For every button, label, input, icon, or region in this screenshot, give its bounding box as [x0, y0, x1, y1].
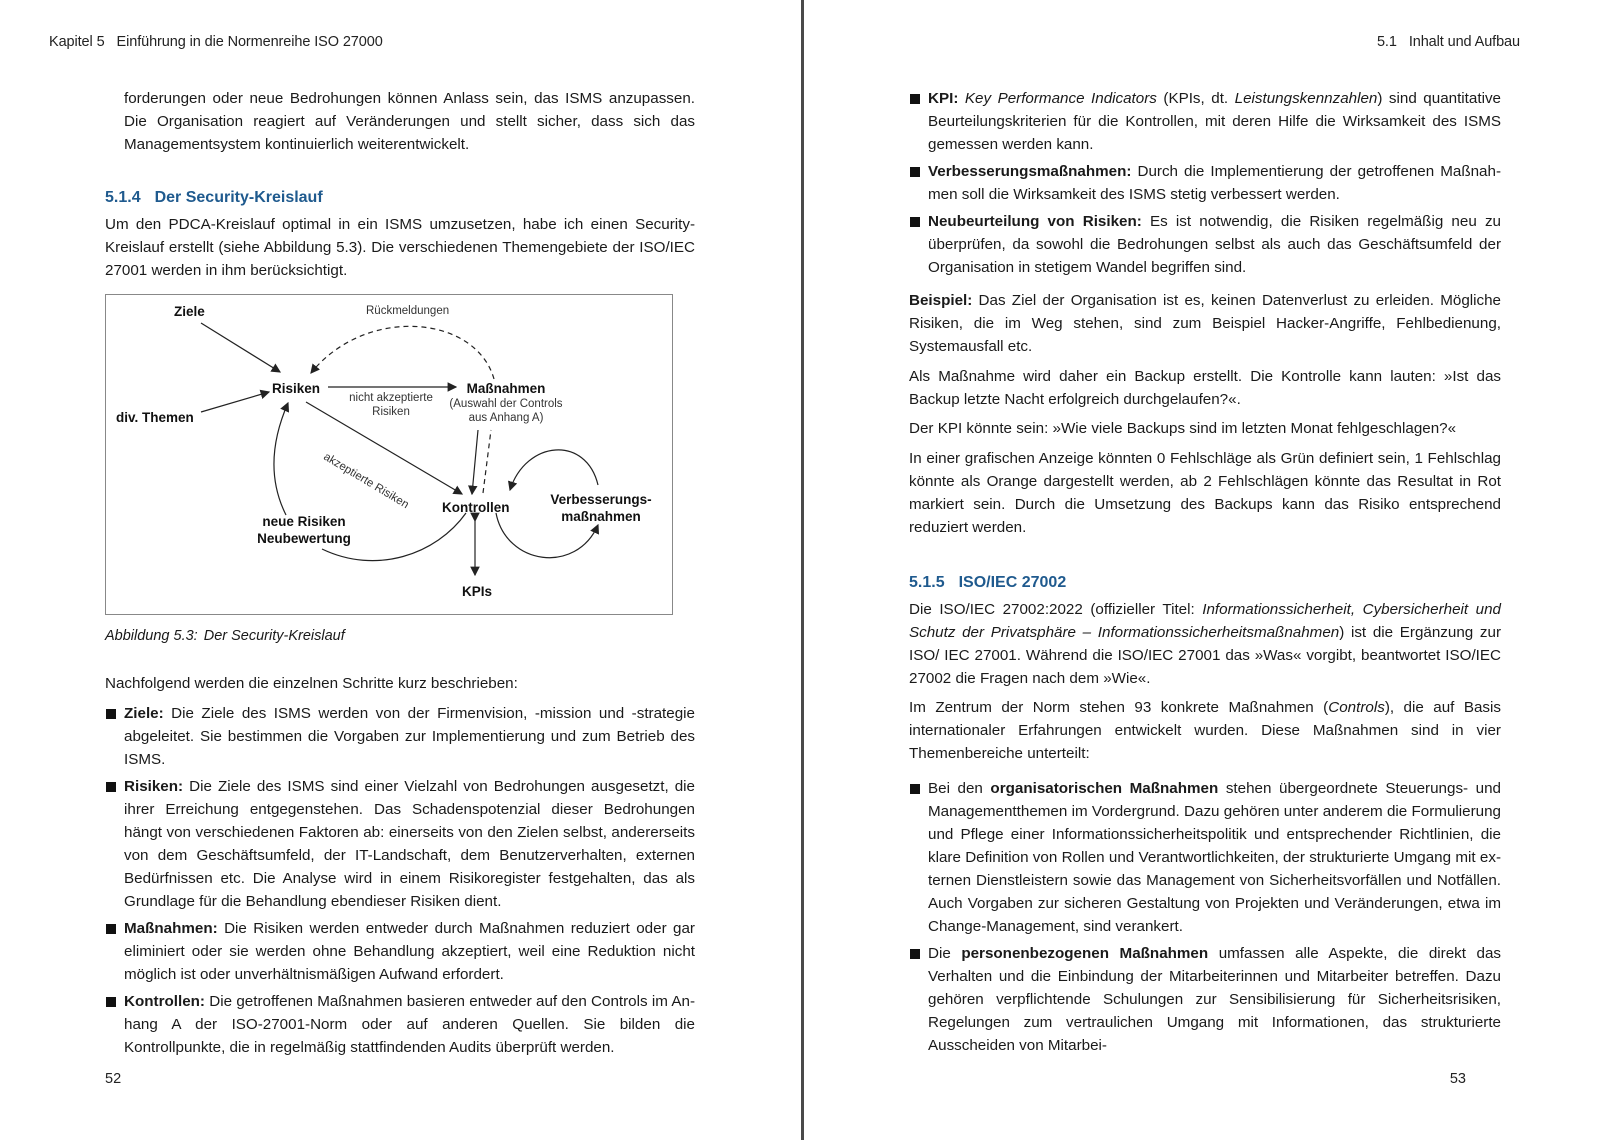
iso27002-paragraph-1: Die ISO/IEC 27002:2022 (offizieller Titel: Informationssicherheit, Cybersicherheit und Schutz der Privatsphäre – Informationssicherheitsmaßnahmen) ist die Ergänzung zur ISO/ IEC 27001. Während die ISO/IEC 27001 das »Was« vorgibt, beantwortet ISO/IEC 27002 die Fragen nach dem »Wie«. [909, 600, 1502, 687]
square-bullet-icon [106, 782, 116, 792]
square-bullet-icon [910, 784, 920, 794]
list-item: Verbesserungsmaßnahmen: Durch die Implementierung der getroffenen Maßnahmen soll die Wirksamkeit des ISMS stetig verbessert werden. [909, 160, 1501, 206]
right-body [909, 87, 1501, 1061]
list-item: Die personenbezogenen Maßnahmen umfassen alle Aspekte, die direkt das Verhalten und die Einbindung der Mitarbeiterinnen und Mitarbeiter betreffen. Dazu gehören verpflichtende Schulungen zur Sensibilisierung für Sicherheitsrisiken, Regelungen zum vertraulichen Umgang mit Informationen, das strukturierte Ausscheiden von Mitarbei- [909, 942, 1501, 1057]
section-heading-5-1-5: 5.1.5 ISO/IEC 27002 [909, 573, 1067, 591]
list-item: Maßnahmen: Die Risiken werden entweder durch Maßnahmen reduziert oder gar eliminiert oder sie werden ohne Behandlung akzeptiert, weil eine Reduktion nicht möglich ist oder unverhältnismäßigen Aufwand erfordert. [105, 917, 695, 986]
iso27002-paragraph-2: Im Zentrum der Norm stehen 93 konkrete Maßnahmen (Controls), die auf Basis internationaler Erfahrungen entwickelt wurden. Diese Maßnahmen sind in vier Themenbereiche unterteilt: [909, 699, 1501, 762]
book-spine-divider [801, 0, 804, 1140]
example-paragraph: Beispiel: Das Ziel der Organisation ist es, keinen Datenverlust zu erleiden. Mögliche Risiken, die im Weg stehen, sind zum Beispiel Hacker-Angriffe, Fehlbedienung, Systemausfall etc. [909, 292, 1501, 355]
chapter-title: Einführung in die Normenreihe ISO 27000 [116, 34, 383, 50]
left-body [105, 87, 695, 1063]
edge-label-akzeptiert: akzeptierte Risiken [321, 450, 411, 512]
list-item: KPI: Key Performance Indicators (KPIs, dt. Leistungskennzahlen) sind quantitative Beurteilungskriterien für die Kontrollen, mit deren Hilfe die Wirksamkeit des ISMS gemessen werden kann. [909, 87, 1501, 156]
running-head-left [49, 34, 383, 50]
node-kpis: KPIs [462, 584, 493, 599]
section-number: 5.1 [1376, 34, 1397, 50]
figure-caption: Abbildung 5.3: Der Security-Kreislauf [105, 628, 345, 644]
intro-paragraph: forderungen oder neue Bedrohungen können Anlass sein, das ISMS anzupassen. Die Organisation reagiert auf Veränderungen und stellt sicher, dass sich das Managementsystem kontinuierlich weiterentwickelt. [124, 90, 695, 153]
section-heading-5-1-4: 5.1.4 Der Security-Kreislauf [105, 189, 323, 206]
node-ziele: Ziele [174, 304, 205, 319]
list-item: Kontrollen: Die getroffenen Maßnahmen basieren entweder auf den Controls im Anhang A der ISO-27001-Norm oder auf anderen Quellen. Sie bilden die Kontrollpunkte, die in regelmäßig stattfindenden Audits überprüft werden. [105, 990, 695, 1059]
square-bullet-icon [910, 167, 920, 177]
example-paragraph-3: Der KPI könnte sein: »Wie viele Backups sind im letzten Monat fehlgeschlagen?« [909, 420, 1457, 437]
node-verbesserungsmassnahmen: Verbesserungs- maßnahmen [550, 492, 652, 524]
square-bullet-icon [910, 217, 920, 227]
node-div-themen: div. Themen [116, 410, 194, 425]
edge-label-nicht-akzeptiert: nicht akzeptierte Risiken [349, 392, 433, 418]
chapter-number: Kapitel 5 [49, 34, 105, 50]
list-item: Risiken: Die Ziele des ISMS sind einer Vielzahl von Bedrohungen ausgesetzt, die ihrer Erreichung entgegenstehen. Das Schadenspotenzial dieser Bedrohungen hängt von verschiedenen Faktoren ab: einerseits von den Zielen selbst, andererseits von dem Geschäftsumfeld, der IT-Landschaft, dem Benutzerverhalten, externen Bedürfnissen etc. Die Analyse wird in einem Risikoregister festgehalten, das als Grundlage für die Behandlung ebendieser Risiken dient. [105, 775, 695, 913]
node-neue-risiken: neue Risiken Neubewertung [257, 514, 351, 546]
cycle-diagram-arrows [106, 295, 672, 614]
edge-label-rueckmeldungen: Rückmeldungen [366, 305, 450, 317]
square-bullet-icon [106, 924, 116, 934]
page-number-right: 53 [1449, 1071, 1466, 1087]
steps-list-continued [909, 87, 1501, 279]
right-page [806, 0, 1600, 1140]
themes-list [909, 777, 1501, 1057]
square-bullet-icon [910, 949, 920, 959]
list-item: Bei den organisatorischen Maßnahmen stehen übergeordnete Steuerungs- und Managementthemen im Vordergrund. Dazu gehören unter anderem die Formulierung und Pflege einer Informationssicherheitspolitik und entsprechender Richtlinien, die klare Definition von Rollen und Verantwortlichkeiten, der strukturierte Umgang mit externen Dienstleistern sowie das Management von Sicherheitsvorfällen und Notfällen. Auch Vorgaben zur sicheren Gestaltung von Projekten und Veränderungen, etwa im Change-Management, sind verankert. [909, 777, 1501, 938]
node-kontrollen: Kontrollen [442, 500, 510, 515]
list-item: Neubeurteilung von Risiken: Es ist notwendig, die Risiken regelmäßig neu zu überprüfen, da sowohl die Bedrohungen selbst als auch das Geschäftsumfeld der Organisation in stetigem Wandel begriffen sind. [909, 210, 1501, 279]
square-bullet-icon [910, 94, 920, 104]
node-risiken: Risiken [272, 381, 321, 396]
section-title: Inhalt und Aufbau [1408, 34, 1520, 50]
section-paragraph: Um den PDCA-Kreislauf optimal in ein ISMS umzusetzen, habe ich einen Security-Kreislauf erstellt (siehe Abbildung 5.3). Die verschiedenen Themengebiete der ISO/IEC 27001 werden in ihm berücksichtigt. [105, 216, 695, 279]
square-bullet-icon [106, 997, 116, 1007]
page-number-left: 52 [105, 1071, 122, 1087]
running-head-right [1377, 34, 1520, 50]
steps-intro: Nachfolgend werden die einzelnen Schritte kurz beschrieben: [105, 675, 518, 692]
list-item: Ziele: Die Ziele des ISMS werden von der Firmenvision, -mission und -strategie abgeleitet. Sie bestimmen die Vorgaben zur Implementierung und zum Betrieb des ISMS. [105, 702, 695, 771]
node-massnahmen: Maßnahmen (Auswahl der Controls aus Anhang A) [449, 381, 563, 424]
square-bullet-icon [106, 709, 116, 719]
example-paragraph-4: In einer grafischen Anzeige könnten 0 Fehlschläge als Grün definiert sein, 1 Fehlschlag könnte als Orange dargestellt werden, ab 2 Fehlschlägen könnte das Resultat in Rot markiert sein. Durch die Umsetzung des Backups kann das Risiko entsprechend reduziert werden. [909, 449, 1501, 536]
security-cycle-figure [105, 294, 673, 615]
example-paragraph-2: Als Maßnahme wird daher ein Backup erstellt. Die Kontrolle kann lauten: »Ist das Backup letzte Nacht erfolgreich durchgelaufen?«. [909, 367, 1501, 408]
steps-list [105, 702, 695, 1059]
